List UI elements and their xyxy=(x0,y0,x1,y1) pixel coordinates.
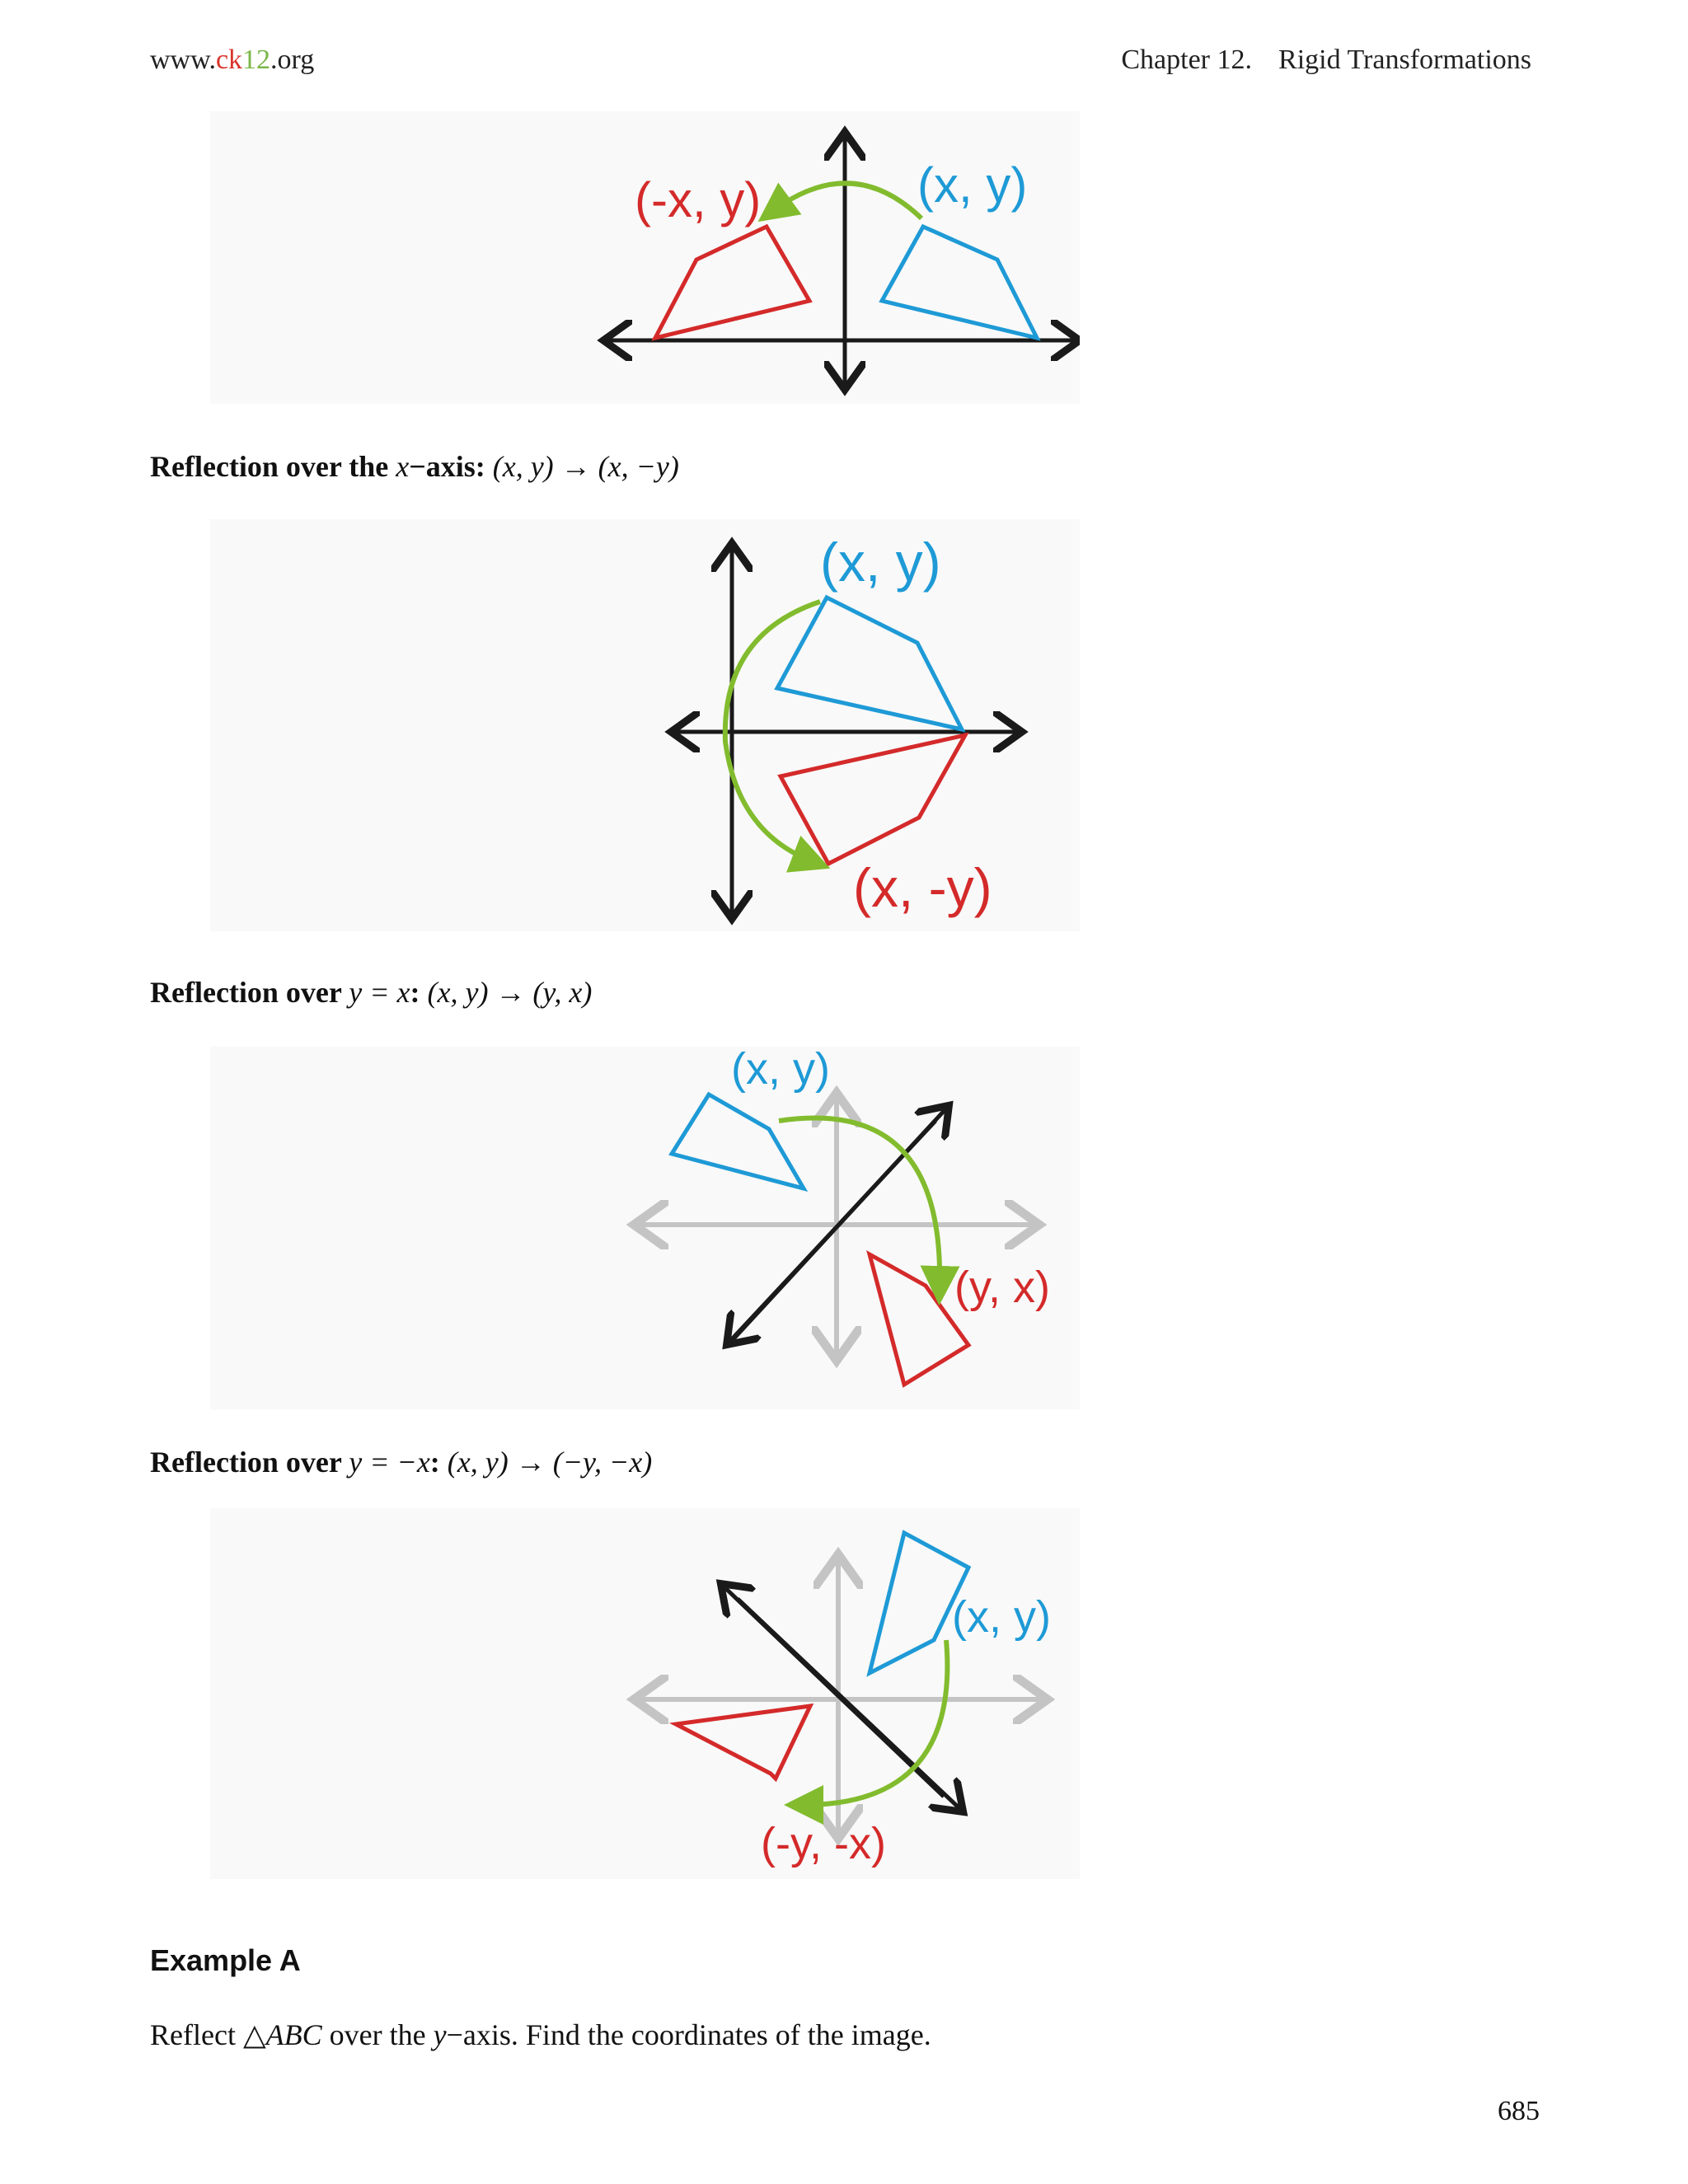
label-blue: (x, y) xyxy=(820,532,941,593)
chapter-title: Rigid Transformations xyxy=(1278,45,1531,75)
header-chapter xyxy=(1121,45,1531,76)
label-red: (y, x) xyxy=(954,1263,1050,1312)
example-text-abc: ABC xyxy=(265,2018,322,2051)
green-arc-arrow xyxy=(774,183,921,218)
page-number: 685 xyxy=(1498,2096,1540,2126)
caption-formula: (x, y) → (y, x) xyxy=(427,976,593,1009)
caption-formula: (x, y) → (x, −y) xyxy=(492,450,679,483)
figure-reflection-x-axis xyxy=(210,519,1080,931)
caption-eq: y = −x xyxy=(349,1446,430,1479)
caption-bold-b: : xyxy=(429,1446,440,1479)
url-suffix: .org xyxy=(270,45,315,75)
line-y-eq-neg-x-end xyxy=(738,1599,960,1809)
caption-bold-a: Reflection over xyxy=(150,976,349,1009)
example-title: Example A xyxy=(150,1943,301,1977)
red-quadrilateral xyxy=(655,227,809,338)
blue-quadrilateral xyxy=(777,598,962,729)
red-quadrilateral xyxy=(676,1706,810,1779)
caption-reflection-y-eq-x xyxy=(150,975,592,1010)
caption-reflection-x-axis xyxy=(150,449,679,484)
label-red: (x, -y) xyxy=(853,857,992,918)
url-prefix: www. xyxy=(150,45,216,75)
caption-reflection-y-eq-neg-x xyxy=(150,1445,652,1479)
label-blue: (x, y) xyxy=(917,157,1028,213)
url-12: 12 xyxy=(242,45,271,75)
example-text-y: y xyxy=(433,2018,447,2051)
blue-quadrilateral xyxy=(672,1094,804,1188)
red-quadrilateral xyxy=(781,735,965,864)
example-text xyxy=(150,2018,931,2052)
label-blue: (x, y) xyxy=(952,1592,1051,1642)
caption-formula: (x, y) → (−y, −x) xyxy=(447,1446,653,1479)
example-text-a: Reflect △ xyxy=(150,2018,266,2051)
caption-bold-b: −axis: xyxy=(409,450,485,483)
chapter-number: Chapter 12. xyxy=(1121,45,1253,75)
example-text-c: −axis. Find the coordinates of the image. xyxy=(446,2018,931,2051)
caption-bold-b: : xyxy=(410,976,420,1009)
caption-var: x xyxy=(396,450,410,483)
figure-reflection-y-eq-neg-x xyxy=(210,1508,1080,1879)
caption-bold-a: Reflection over the xyxy=(150,450,396,483)
caption-bold-a: Reflection over xyxy=(150,1446,349,1479)
label-red: (-x, y) xyxy=(635,172,762,227)
caption-eq: y = x xyxy=(349,976,410,1009)
url-ck: ck xyxy=(215,45,243,75)
figure-reflection-y-eq-x xyxy=(210,1047,1080,1409)
label-red: (-y, -x) xyxy=(761,1819,886,1868)
red-quadrilateral xyxy=(870,1254,968,1385)
figure-reflection-y-axis xyxy=(210,111,1080,404)
label-blue: (x, y) xyxy=(731,1047,830,1094)
blue-quadrilateral xyxy=(882,227,1037,338)
example-text-b: over the xyxy=(321,2018,434,2051)
header-site-url[interactable] xyxy=(150,45,314,76)
